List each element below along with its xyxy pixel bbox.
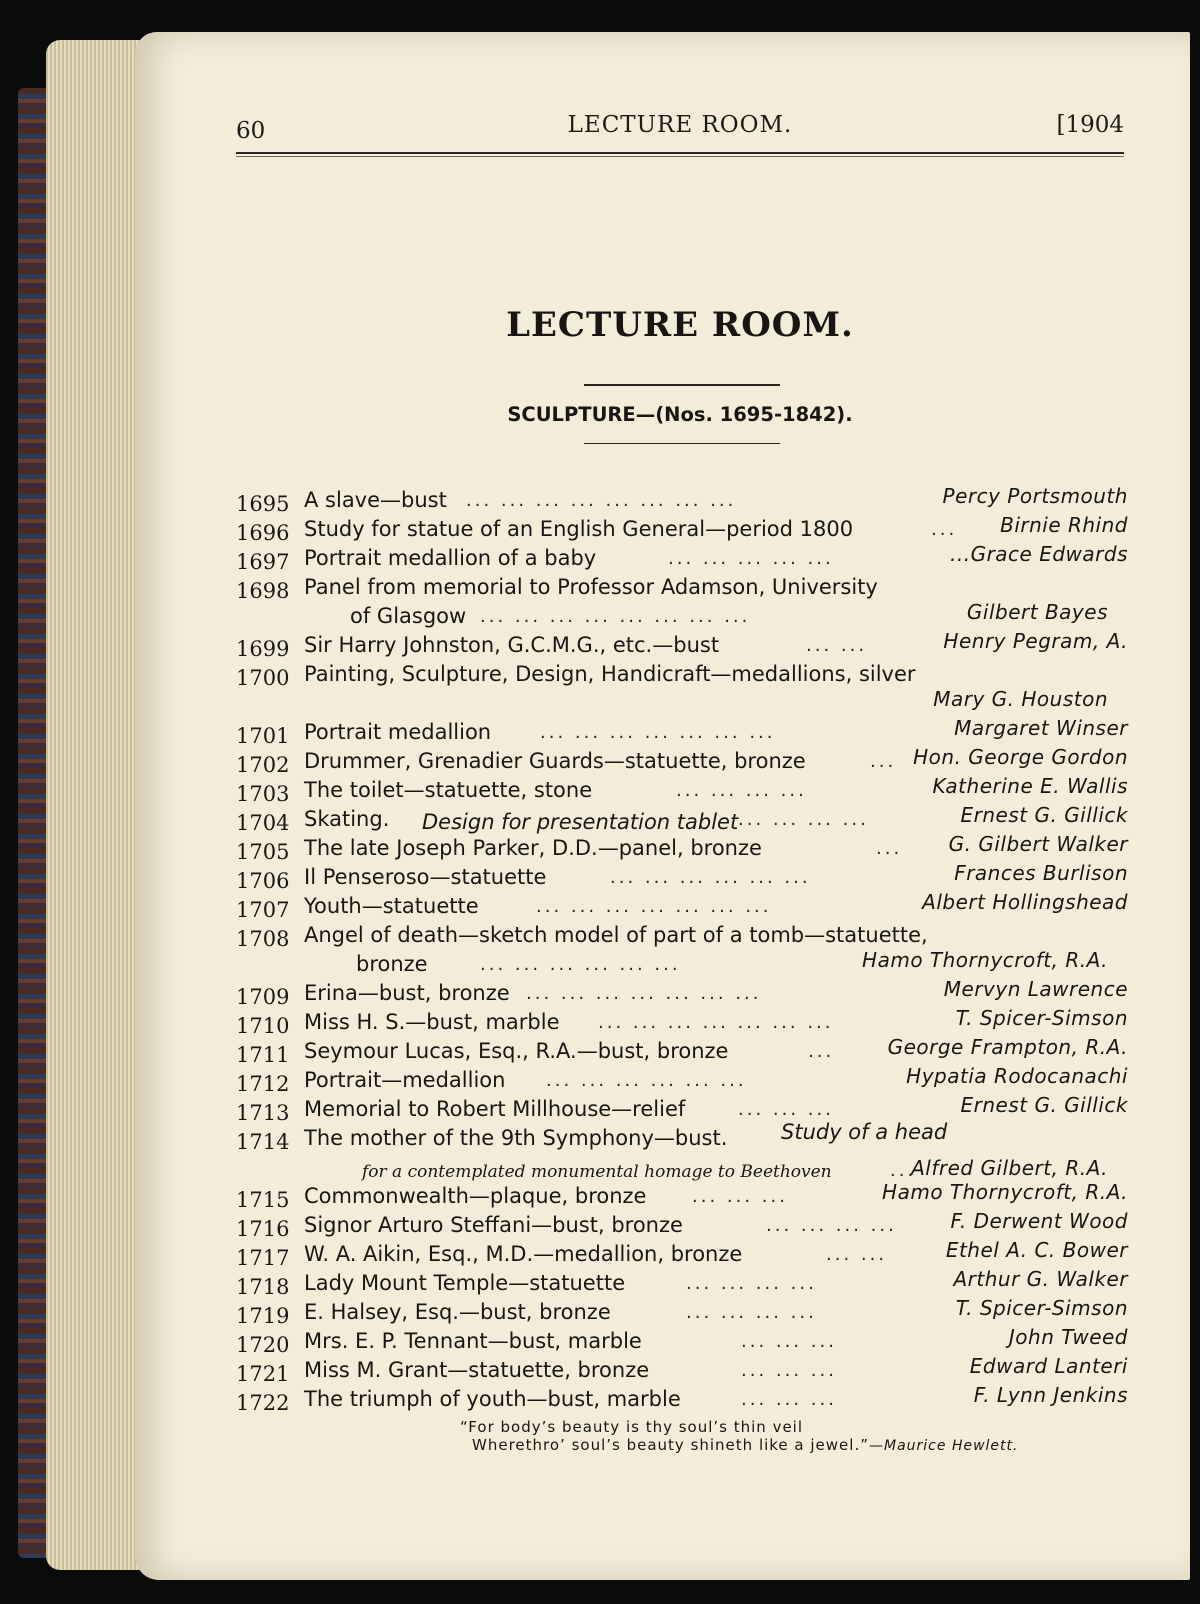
leader-dots: ... ... ...: [692, 1186, 788, 1207]
entry-number: 1702: [236, 753, 290, 777]
entry-description: Lady Mount Temple—statuette: [304, 1271, 626, 1295]
entry-artist: T. Spicer-Simson: [955, 1006, 1128, 1030]
entry-description: Study for statue of an English General—period 1800: [304, 517, 854, 541]
entry-artist: Henry Pegram, A.: [943, 629, 1128, 653]
entry-number: 1717: [236, 1246, 290, 1270]
entry-number: 1712: [236, 1072, 290, 1096]
entry-description: The mother of the 9th Symphony—bust.: [304, 1126, 728, 1150]
entry-artist: Mary G. Houston: [933, 687, 1108, 711]
leader-dots: ... ... ... ... ... ... ...: [598, 1012, 834, 1033]
entry-description: Angel of death—sketch model of part of a tomb—statuette,: [304, 923, 928, 947]
leader-dots: ... ... ... ...: [676, 780, 807, 801]
entry-number: 1711: [236, 1043, 290, 1067]
entry-description-continued: bronze: [356, 952, 428, 976]
leader-dots: ... ... ... ... ... ... ... ...: [466, 490, 737, 511]
entry-number: 1699: [236, 637, 290, 661]
entry-description: A slave—bust: [304, 488, 447, 512]
entry-number: 1703: [236, 782, 290, 806]
entry-artist: Ernest G. Gillick: [960, 803, 1128, 827]
entry-number: 1697: [236, 550, 290, 574]
section-heading: SCULPTURE—(Nos. 1695-1842).: [507, 403, 853, 426]
entry-description: Miss M. Grant—statuette, bronze: [304, 1358, 650, 1382]
entry-number: 1698: [236, 579, 290, 603]
entry-description: Mrs. E. P. Tennant—bust, marble: [304, 1329, 642, 1353]
quote-line-2-text: Wherethro’ soul’s beauty shineth like a jewel.”: [472, 1436, 869, 1454]
entry-artist: Hypatia Rodocanachi: [906, 1064, 1128, 1088]
entry-number: 1700: [236, 666, 290, 690]
entry-description: Commonwealth—plaque, bronze: [304, 1184, 647, 1208]
leader-dots: ...: [876, 838, 903, 859]
leader-dots: ... ... ...: [741, 1360, 837, 1381]
entry-description: Miss H. S.—bust, marble: [304, 1010, 560, 1034]
entry-description: Portrait medallion of a baby: [304, 546, 597, 570]
leader-dots: ... ... ... ... ... ... ...: [526, 983, 762, 1004]
entry-artist: Edward Lanteri: [969, 1354, 1128, 1378]
leader-dots: ... ...: [806, 635, 868, 656]
entry-description: Sir Harry Johnston, G.C.M.G., etc.—bust: [304, 633, 720, 657]
leader-dots: ...: [870, 751, 897, 772]
catalogue-entry: [236, 1120, 1136, 1156]
entry-artist: Hamo Thornycroft, R.A.: [882, 1180, 1128, 1204]
quote-line-2: [460, 1436, 1100, 1455]
entry-number: 1701: [236, 724, 290, 748]
entry-artist: ...Grace Edwards: [950, 542, 1128, 566]
entry-number: 1706: [236, 869, 290, 893]
entry-description: Portrait—medallion: [304, 1068, 506, 1092]
entry-artist: T. Spicer-Simson: [955, 1296, 1128, 1320]
quote-attribution: —Maurice Hewlett.: [869, 1438, 1019, 1454]
leader-dots: ... ...: [826, 1244, 888, 1265]
entry-description: Il Penseroso—statuette: [304, 865, 547, 889]
entry-note-continued: for a contemplated monumental homage to Beethoven: [362, 1162, 832, 1182]
leader-dots: ... ... ...: [741, 1331, 837, 1352]
entry-number: 1722: [236, 1391, 290, 1415]
leader-dots: ... ... ... ... ... ...: [480, 954, 681, 975]
entry-note: Study of a head: [781, 1120, 948, 1144]
leader-dots: ...: [931, 519, 958, 540]
entry-artist: John Tweed: [1008, 1325, 1128, 1349]
leader-dots: ... ... ...: [741, 1389, 837, 1410]
entry-artist: F. Derwent Wood: [950, 1209, 1128, 1233]
entry-artist: Arthur G. Walker: [953, 1267, 1128, 1291]
entry-artist: Ernest G. Gillick: [960, 1093, 1128, 1117]
entry-number: 1719: [236, 1304, 290, 1328]
entry-artist: Margaret Winser: [954, 716, 1128, 740]
entry-number: 1708: [236, 927, 290, 951]
entry-description: W. A. Aikin, Esq., M.D.—medallion, bronze: [304, 1242, 743, 1266]
entry-artist: Gilbert Bayes: [966, 600, 1108, 624]
entry-number: 1707: [236, 898, 290, 922]
entry-number: 1695: [236, 492, 290, 516]
leader-dots: ... ... ... ... ...: [668, 548, 834, 569]
running-title: LECTURE ROOM.: [567, 112, 793, 138]
entry-description: Signor Arturo Steffani—bust, bronze: [304, 1213, 683, 1237]
leader-dots: ...: [808, 1041, 835, 1062]
entry-number: 1713: [236, 1101, 290, 1125]
entry-description: The toilet—statuette, stone: [304, 778, 593, 802]
leader-dots: ... ... ... ... ... ... ...: [540, 722, 776, 743]
leader-dots: ... ... ... ... ... ...: [610, 867, 811, 888]
entry-artist: Mervyn Lawrence: [943, 977, 1128, 1001]
leader-dots: ... ... ... ... ... ...: [546, 1070, 747, 1091]
catalogue-entry: [236, 629, 1136, 663]
leader-dots: ... ... ... ...: [766, 1215, 897, 1236]
leader-dots: ... ... ... ... ... ... ... ...: [480, 606, 751, 627]
catalogue-entry: [236, 542, 1136, 576]
entry-description: Memorial to Robert Millhouse—relief: [304, 1097, 686, 1121]
entry-artist: Frances Burlison: [954, 861, 1128, 885]
entry-description: Portrait medallion: [304, 720, 492, 744]
entry-artist: Katherine E. Wallis: [932, 774, 1128, 798]
page-number: 60: [236, 118, 266, 144]
entry-artist: Hon. George Gordon: [913, 745, 1128, 769]
entry-description: Skating.: [304, 807, 390, 831]
leader-dots: ... ... ...: [738, 1099, 834, 1120]
quote-line-1: “For body’s beauty is thy soul’s thin veil: [460, 1418, 804, 1436]
entry-artist: Birnie Rhind: [1000, 513, 1128, 537]
entry-description: The late Joseph Parker, D.D.—panel, bronze: [304, 836, 762, 860]
catalogue-entry: [236, 1296, 1136, 1330]
entry-artist: Ethel A. C. Bower: [945, 1238, 1128, 1262]
catalogue-entry: [236, 1093, 1136, 1127]
entry-description: Panel from memorial to Professor Adamson, University: [304, 575, 878, 599]
entry-artist: F. Lynn Jenkins: [973, 1383, 1128, 1407]
leader-dots: ... ... ... ... ... ... ...: [536, 896, 772, 917]
entry-artist: G. Gilbert Walker: [948, 832, 1128, 856]
page-title: LECTURE ROOM.: [506, 305, 854, 345]
entry-number: 1716: [236, 1217, 290, 1241]
entry-description-continued: of Glasgow: [350, 604, 467, 628]
leader-dots: ...: [890, 1160, 917, 1181]
entry-description: Seymour Lucas, Esq., R.A.—bust, bronze: [304, 1039, 729, 1063]
entry-artist: Albert Hollingshead: [922, 890, 1128, 914]
entry-description: Youth—statuette: [304, 894, 479, 918]
entry-number: 1704: [236, 811, 290, 835]
entry-artist: Alfred Gilbert, R.A.: [911, 1156, 1108, 1180]
leader-dots: ... ... ... ...: [738, 809, 869, 830]
entry-number: 1718: [236, 1275, 290, 1299]
entry-artist: Hamo Thornycroft, R.A.: [862, 948, 1108, 972]
catalogue-entry: [236, 890, 1136, 924]
entry-number: 1720: [236, 1333, 290, 1357]
entry-description: The triumph of youth—bust, marble: [304, 1387, 681, 1411]
entry-number: 1710: [236, 1014, 290, 1038]
catalogue-entry: [236, 1383, 1136, 1417]
entry-artist: Percy Portsmouth: [942, 484, 1128, 508]
entry-number: 1715: [236, 1188, 290, 1212]
entry-description: Drummer, Grenadier Guards—statuette, bronze: [304, 749, 806, 773]
entry-number: 1696: [236, 521, 290, 545]
entry-description: Painting, Sculpture, Design, Handicraft—medallions, silver: [304, 662, 916, 686]
entry-note: Design for presentation tablet: [422, 810, 739, 834]
entry-description: E. Halsey, Esq.—bust, bronze: [304, 1300, 611, 1324]
leader-dots: ... ... ... ...: [686, 1302, 817, 1323]
epigraph-quote: [460, 1418, 1100, 1455]
entry-number: 1709: [236, 985, 290, 1009]
entry-number: 1721: [236, 1362, 290, 1386]
leader-dots: ... ... ... ...: [686, 1273, 817, 1294]
entry-number: 1714: [236, 1130, 290, 1154]
entry-artist: George Frampton, R.A.: [887, 1035, 1128, 1059]
entry-number: 1705: [236, 840, 290, 864]
header-year: [1904: [1056, 112, 1124, 138]
entry-description: Erina—bust, bronze: [304, 981, 510, 1005]
